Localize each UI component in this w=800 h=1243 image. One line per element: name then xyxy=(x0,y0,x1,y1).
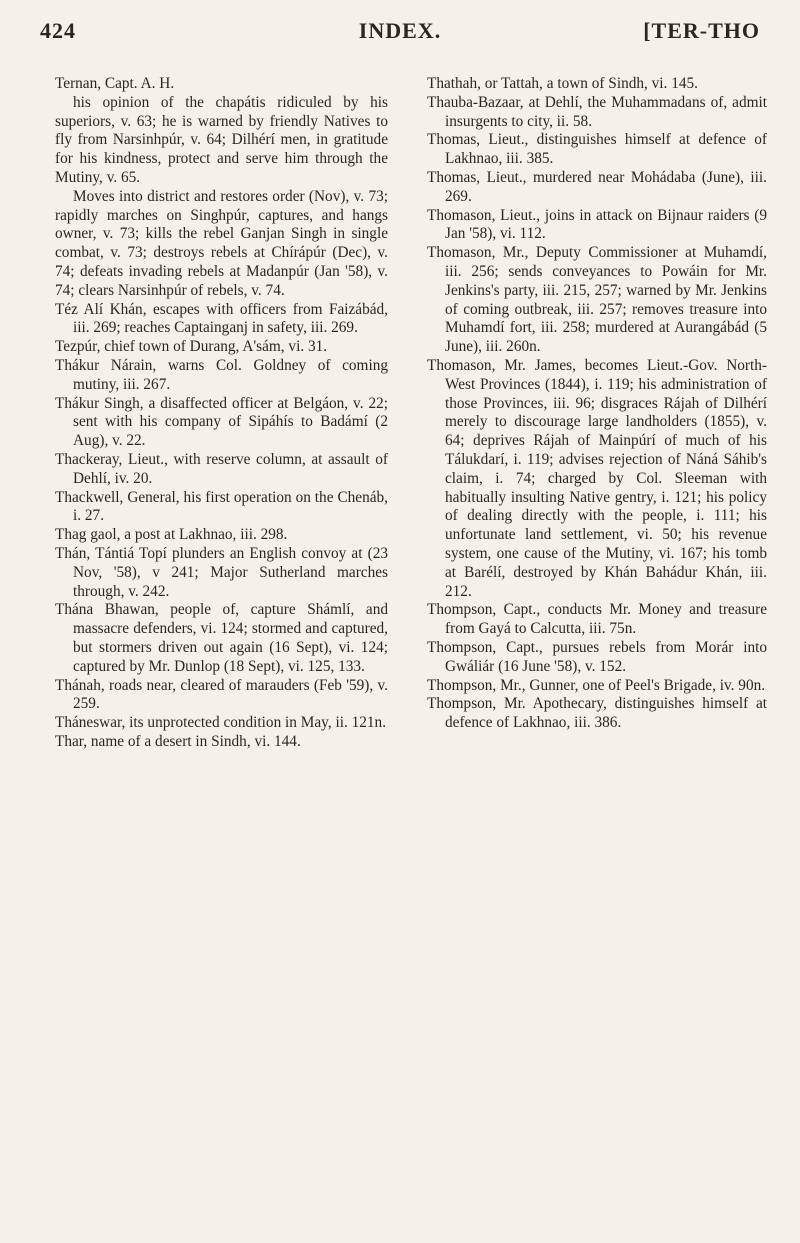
entry-range: [TER-THO xyxy=(643,18,760,43)
index-entry: Thathah, or Tattah, a town of Sindh, vi. 145. xyxy=(427,75,698,92)
index-entry: Thákur Nárain, warns Col. Goldney of coming mutiny, iii. 267. xyxy=(55,356,388,393)
index-entry: Thackeray, Lieut., with reserve column, at assault of Dehlí, iv. 20. xyxy=(55,450,388,487)
index-entry: Thákur Singh, a disaffected officer at Belgáon, v. 22; sent with his company of Sipáhís to Badámí (2 Aug), v. 22. xyxy=(55,394,388,450)
right-column xyxy=(427,75,767,733)
page-number: 424 xyxy=(40,18,76,43)
index-entry: Thánah, roads near, cleared of marauders (Feb '59), v. 259. xyxy=(55,676,388,713)
index-entry: his opinion of the chapátis ridiculed by his superiors, v. 63; he is warned by friendly Natives to fly from Narsinhpúr, v. 64; Dilhérí men, in gratitude for his kindness, protect and serve him through the Mutiny, v. 65. xyxy=(55,93,388,186)
index-entry: Moves into district and restores order (Nov), v. 73; rapidly marches on Singhpúr, captures, and hangs owner, v. 73; kills the rebel Ganjan Singh in single combat, v. 73; destroys rebels at Chírápúr (Dec), v. 74; defeats invading rebels at Madanpúr (Jan '58), v. 74; clears Narsinhpúr of rebels, v. 74. xyxy=(55,187,388,299)
index-entry: Thauba-Bazaar, at Dehlí, the Muhammadans of, admit insurgents to city, ii. 58. xyxy=(427,93,767,130)
index-entry: Thag gaol, a post at Lakhnao, iii. 298. xyxy=(55,526,288,544)
index-entry: Thána Bhawan, people of, capture Shámlí, and massacre defenders, vi. 124; stormed and captured, but stormers driven out again (16 Sept), vi. 124; captured by Mr. Dunlop (18 Sept), vi. 125, 133. xyxy=(55,601,388,675)
page-title: INDEX. xyxy=(358,18,442,43)
index-entry: Téz Alí Khán, escapes with officers from Faizábád, iii. 269; reaches Captainganj in safety, iii. 269. xyxy=(55,300,388,337)
index-entry: Thompson, Capt., conducts Mr. Money and treasure from Gayá to Calcutta, iii. 75n. xyxy=(427,601,767,638)
index-entry: Thompson, Mr., Gunner, one of Peel's Brigade, iv. 90n. xyxy=(427,676,766,694)
index-entry: Thomas, Lieut., distinguishes himself at defence of Lakhnao, iii. 385. xyxy=(427,131,767,168)
index-entry: Thán, Tántiá Topí plunders an English convoy at (23 Nov, '58), v 241; Major Sutherland marches through, v. 242. xyxy=(55,544,388,600)
index-entry: Thar, name of a desert in Sindh, vi. 144. xyxy=(55,732,301,750)
index-entry: Tezpúr, chief town of Durang, A'sám, vi. 31. xyxy=(55,338,328,356)
page-header xyxy=(40,18,760,48)
index-entry: Thomason, Mr. James, becomes Lieut.-Gov. North-West Provinces (1844), i. 119; his administration of those Provinces, iii. 96; disgraces Rájah of Dilhérí merely to discourage large landholders (1855), v. 64; deprives Rájah of Mainpúrí of much of his Tálukdarí, i. 119; advises rejection of Náná Sáhib's claim, i. 74; charged by Col. Sleeman with habitually insulting Native gentry, i. 121; his policy of dealing directly with the people, i. 111; his unfortunate land settlement, vi. 50; his revenue system, one cause of the Mutiny, vi. 167; his tomb at Barélí, destroyed by Khán Bahádur Khán, iii. 212. xyxy=(427,356,767,600)
index-entry: Thomason, Mr., Deputy Commissioner at Muhamdí, iii. 256; sends conveyances to Powáin for Mr. Jenkins's party, iii. 215, 257; warned by Mr. Jenkins of coming outbreak, iii. 257; removes treasure into Muhamdí fort, iii. 258; murdered at Aurangábád (5 June), iii. 260n. xyxy=(427,244,767,356)
left-column xyxy=(55,75,388,752)
index-entry: Thackwell, General, his first operation on the Chenáb, i. 27. xyxy=(55,488,388,525)
index-entry: Thomas, Lieut., murdered near Mohádaba (June), iii. 269. xyxy=(427,168,767,205)
index-entry: Thompson, Capt., pursues rebels from Morár into Gwáliár (16 June '58), v. 152. xyxy=(427,638,767,675)
index-entry-heading: Ternan, Capt. A. H. xyxy=(55,75,175,92)
index-entry: Tháneswar, its unprotected condition in May, ii. 121n. xyxy=(55,714,387,732)
index-entry: Thomason, Lieut., joins in attack on Bijnaur raiders (9 Jan '58), vi. 112. xyxy=(427,206,767,243)
index-entry: Thompson, Mr. Apothecary, distinguishes himself at defence of Lakhnao, iii. 386. xyxy=(427,695,767,732)
